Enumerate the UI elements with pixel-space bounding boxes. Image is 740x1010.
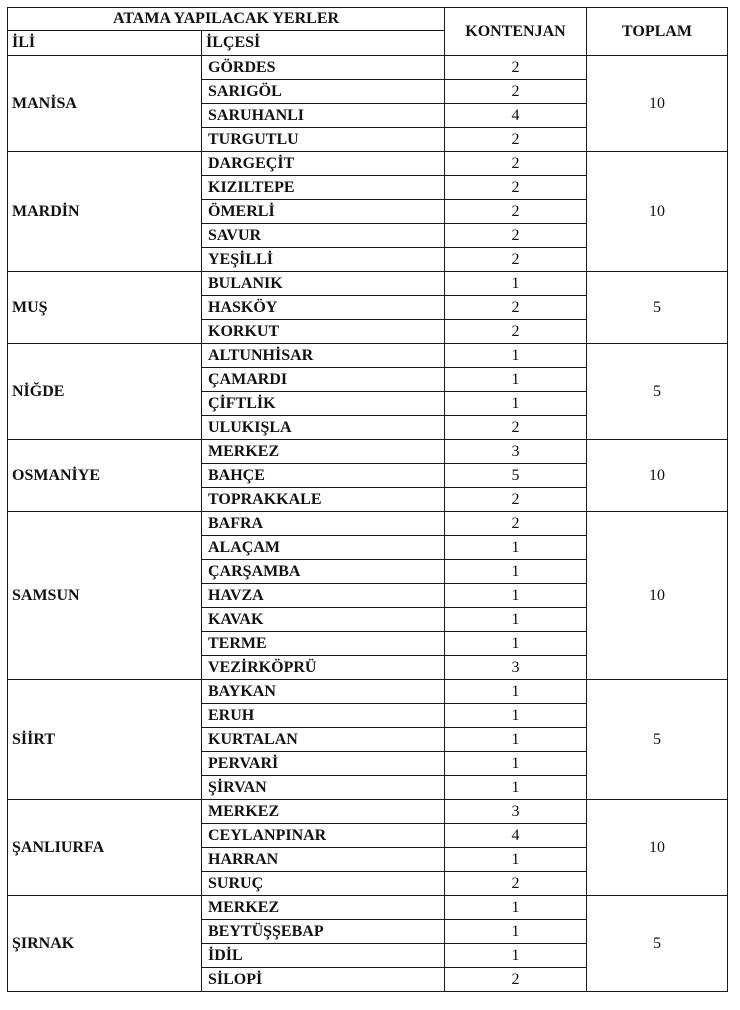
district-quota: 2	[445, 320, 587, 344]
district-quota: 2	[445, 872, 587, 896]
district-name: GÖRDES	[202, 56, 445, 80]
province-name: ŞIRNAK	[8, 896, 202, 992]
province-name: SAMSUN	[8, 512, 202, 680]
district-quota: 1	[445, 632, 587, 656]
province-total: 5	[587, 896, 728, 992]
district-quota: 3	[445, 656, 587, 680]
district-name: TURGUTLU	[202, 128, 445, 152]
district-quota: 1	[445, 752, 587, 776]
district-name: BAHÇE	[202, 464, 445, 488]
district-name: ŞİRVAN	[202, 776, 445, 800]
header-group-title: ATAMA YAPILACAK YERLER	[8, 8, 445, 31]
district-quota: 1	[445, 560, 587, 584]
district-name: ÖMERLİ	[202, 200, 445, 224]
district-name: SURUÇ	[202, 872, 445, 896]
table-row	[8, 896, 728, 920]
district-quota: 1	[445, 344, 587, 368]
district-name: SARUHANLI	[202, 104, 445, 128]
header-kontenjan: KONTENJAN	[445, 8, 587, 56]
district-name: ERUH	[202, 704, 445, 728]
province-total: 10	[587, 56, 728, 152]
district-quota: 2	[445, 488, 587, 512]
district-quota: 1	[445, 776, 587, 800]
district-name: ULUKIŞLA	[202, 416, 445, 440]
table-body	[8, 56, 728, 992]
district-quota: 1	[445, 272, 587, 296]
district-quota: 4	[445, 104, 587, 128]
district-quota: 1	[445, 920, 587, 944]
province-name: SİİRT	[8, 680, 202, 800]
district-name: ÇARŞAMBA	[202, 560, 445, 584]
district-name: BAFRA	[202, 512, 445, 536]
district-name: İDİL	[202, 944, 445, 968]
quota-table	[7, 7, 728, 992]
district-quota: 1	[445, 536, 587, 560]
header-ilce: İLÇESİ	[202, 31, 445, 56]
header-il: İLİ	[8, 31, 202, 56]
district-quota: 3	[445, 440, 587, 464]
district-quota: 2	[445, 56, 587, 80]
district-name: HARRAN	[202, 848, 445, 872]
district-name: MERKEZ	[202, 800, 445, 824]
district-quota: 1	[445, 944, 587, 968]
district-name: YEŞİLLİ	[202, 248, 445, 272]
district-quota: 2	[445, 224, 587, 248]
table-row	[8, 800, 728, 824]
district-quota: 4	[445, 824, 587, 848]
district-quota: 2	[445, 176, 587, 200]
district-name: CEYLANPINAR	[202, 824, 445, 848]
district-quota: 2	[445, 416, 587, 440]
province-name: MARDİN	[8, 152, 202, 272]
district-name: TOPRAKKALE	[202, 488, 445, 512]
district-quota: 5	[445, 464, 587, 488]
table-row	[8, 344, 728, 368]
province-name: OSMANİYE	[8, 440, 202, 512]
province-total: 5	[587, 272, 728, 344]
district-quota: 1	[445, 680, 587, 704]
district-name: BULANIK	[202, 272, 445, 296]
district-name: BEYTÜŞŞEBAP	[202, 920, 445, 944]
district-name: HASKÖY	[202, 296, 445, 320]
district-quota: 2	[445, 248, 587, 272]
district-name: ÇİFTLİK	[202, 392, 445, 416]
table-row	[8, 680, 728, 704]
district-name: TERME	[202, 632, 445, 656]
district-name: DARGEÇİT	[202, 152, 445, 176]
district-quota: 2	[445, 128, 587, 152]
district-quota: 1	[445, 728, 587, 752]
district-name: KURTALAN	[202, 728, 445, 752]
table-row	[8, 56, 728, 80]
province-total: 10	[587, 800, 728, 896]
province-total: 5	[587, 680, 728, 800]
district-name: MERKEZ	[202, 896, 445, 920]
district-name: SARIGÖL	[202, 80, 445, 104]
table-row	[8, 440, 728, 464]
province-total: 10	[587, 440, 728, 512]
province-name: MUŞ	[8, 272, 202, 344]
district-name: SİLOPİ	[202, 968, 445, 992]
district-quota: 1	[445, 704, 587, 728]
district-quota: 2	[445, 296, 587, 320]
table-row	[8, 152, 728, 176]
district-name: BAYKAN	[202, 680, 445, 704]
table-row	[8, 512, 728, 536]
district-name: KAVAK	[202, 608, 445, 632]
district-quota: 2	[445, 152, 587, 176]
district-name: KIZILTEPE	[202, 176, 445, 200]
district-name: ALTUNHİSAR	[202, 344, 445, 368]
province-total: 10	[587, 152, 728, 272]
province-name: NİĞDE	[8, 344, 202, 440]
table-row	[8, 272, 728, 296]
district-quota: 1	[445, 608, 587, 632]
district-quota: 2	[445, 968, 587, 992]
district-name: SAVUR	[202, 224, 445, 248]
district-quota: 2	[445, 80, 587, 104]
province-name: MANİSA	[8, 56, 202, 152]
district-name: HAVZA	[202, 584, 445, 608]
header-toplam: TOPLAM	[587, 8, 728, 56]
district-name: KORKUT	[202, 320, 445, 344]
district-quota: 1	[445, 584, 587, 608]
district-quota: 1	[445, 368, 587, 392]
district-name: VEZİRKÖPRÜ	[202, 656, 445, 680]
district-quota: 1	[445, 896, 587, 920]
district-name: ÇAMARDI	[202, 368, 445, 392]
district-name: ALAÇAM	[202, 536, 445, 560]
province-total: 5	[587, 344, 728, 440]
district-quota: 3	[445, 800, 587, 824]
province-total: 10	[587, 512, 728, 680]
province-name: ŞANLIURFA	[8, 800, 202, 896]
district-quota: 2	[445, 200, 587, 224]
district-name: MERKEZ	[202, 440, 445, 464]
district-quota: 2	[445, 512, 587, 536]
district-quota: 1	[445, 392, 587, 416]
district-quota: 1	[445, 848, 587, 872]
district-name: PERVARİ	[202, 752, 445, 776]
